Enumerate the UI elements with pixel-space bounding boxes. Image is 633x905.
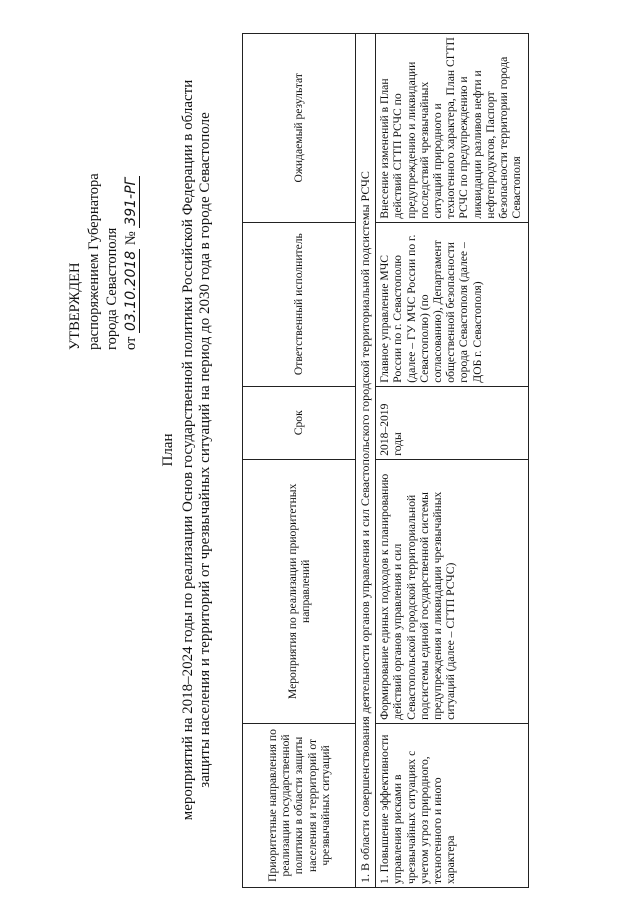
table-header-row [243, 34, 356, 888]
header-measures: Мероприятия по реализации приоритетных направлений [243, 459, 356, 723]
table-section-row [356, 34, 376, 888]
plan-table [242, 33, 529, 888]
cell-priority-direction: 1. Повышение эффективности управления рисками в чрезвычайных ситуациях с учетом угроз природного, техногенного и иного характера [376, 723, 529, 887]
approval-heading: УТВЕРЖДЕН [67, 262, 83, 350]
cell-deadline: 2018–2019 годы [376, 386, 529, 459]
table-row [376, 34, 529, 888]
cell-responsible: Главное управление МЧС России по г. Севастополю (далее – ГУ МЧС России по г. Севастополю) (по согласованию), Департамент общественной безопасности города Севастополя (далее – ДОБ г. Севастополя) [376, 222, 529, 386]
approval-stamp-block [66, 20, 140, 350]
header-priority-directions: Приоритетные направления по реализации государственной политики в области защиты населения и территорий от чрезвычайных ситуаций [243, 723, 356, 887]
cell-measure: Формирование единых подходов к планированию действий органов управления и сил Севастопольской городской территориальной подсистемы единой государственной системы предупреждения и ликвидации чрезвычайных ситуаций (далее – СГТП РСЧС) [376, 459, 529, 723]
approval-date-prefix: от [122, 336, 139, 350]
title-line-2: защиты населения и территорий от чрезвычайных ситуаций на период до 2030 года в городе Севастополе [197, 112, 213, 788]
title-plan-word: План [160, 433, 176, 467]
section-heading: 1. В области совершенствования деятельности органов управления и сил Севастопольского городской территориальной подсистемы РСЧС [356, 34, 376, 888]
approval-number-prefix: № [122, 231, 139, 246]
approval-date-handwritten: 03.10.2018 [122, 250, 139, 331]
header-expected-result: Ожидаемый результат [243, 34, 356, 223]
title-line-1: мероприятий на 2018–2024 годы по реализации Основ государственной политики Российской Федерации в области [179, 79, 196, 821]
approval-date-line [122, 20, 141, 350]
cell-expected-result: Внесение изменений в План действий СГТП РСЧС по предупреждению и ликвидации последствий чрезвычайных ситуаций природного и техногенного характера, План СГТП РСЧС по предупреждению и ликвидации разливов нефти и нефтепродуктов, Паспорт безопасности территории города Севастополя [376, 34, 529, 223]
header-responsible: Ответственный исполнитель [243, 222, 356, 386]
document-title [160, 35, 215, 865]
approval-line-order: распоряжением Губернатора [85, 173, 102, 350]
approval-line-city: города Севастополя [104, 227, 121, 350]
header-deadline: Срок [243, 386, 356, 459]
approval-number-handwritten: 391-РГ [122, 177, 139, 226]
